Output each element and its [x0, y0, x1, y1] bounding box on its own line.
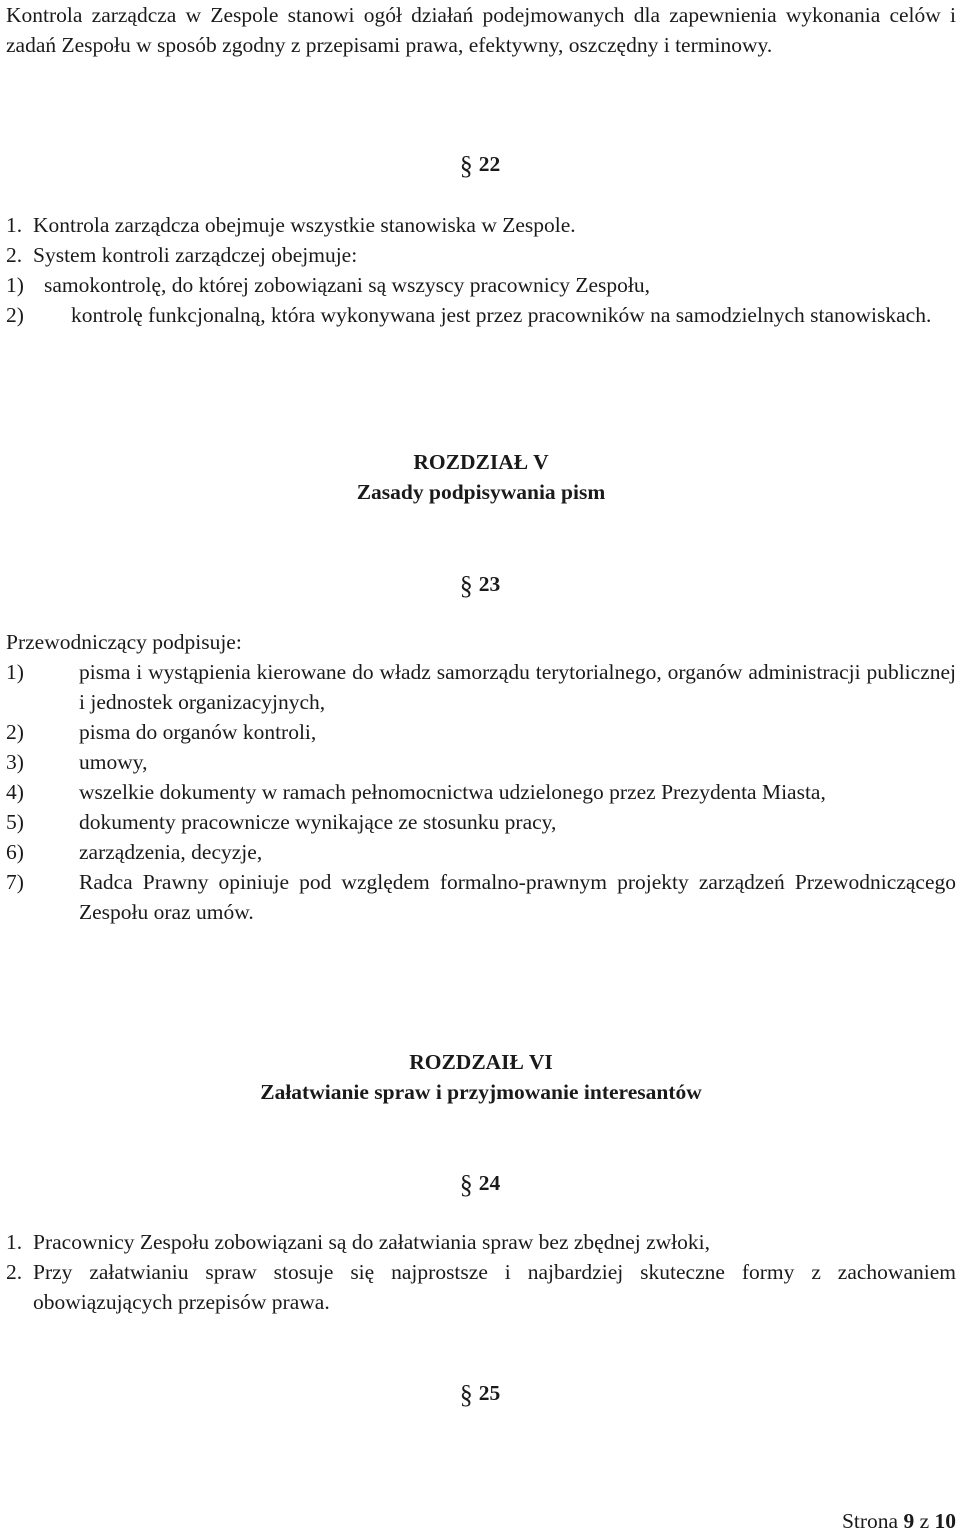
item-text: zarządzenia, decyzje, — [79, 840, 263, 864]
list-item — [6, 270, 956, 300]
list-item — [6, 657, 956, 717]
chapter-5-title: ROZDZIAŁ V — [413, 450, 549, 474]
chapter-6-subtitle: Załatwianie spraw i przyjmowanie interesantów — [260, 1080, 702, 1104]
list-item — [6, 300, 956, 330]
list-item — [6, 777, 956, 807]
section-22-body — [6, 210, 956, 330]
section-number: 24 — [478, 1171, 501, 1195]
section-number: 25 — [478, 1381, 501, 1405]
item-text: samokontrolę, do której zobowiązani są wszyscy pracownicy Zespołu, — [44, 273, 651, 297]
section-24-body — [6, 1227, 956, 1317]
chapter-5-subtitle: Zasady podpisywania pism — [356, 480, 606, 504]
list-item — [6, 1257, 956, 1317]
section-22-heading — [0, 148, 960, 179]
item-text: umowy, — [79, 750, 148, 774]
section-25-heading — [0, 1377, 960, 1408]
list-item — [6, 1227, 956, 1257]
section-symbol: § — [459, 151, 473, 180]
item-text: Radca Prawny opiniuje pod względem formalno-prawnym projekty zarządzeń Przewodniczącego Zespołu oraz umów. — [79, 870, 956, 924]
item-text: dokumenty pracownicze wynikające ze stosunku pracy, — [79, 810, 557, 834]
list-item — [6, 867, 956, 927]
item-number: 6) — [6, 840, 24, 864]
item-number: 1. — [6, 213, 23, 237]
section-symbol: § — [459, 571, 473, 600]
section-24-heading — [0, 1167, 960, 1198]
section-number: 22 — [478, 152, 501, 176]
item-text: pisma i wystąpienia kierowane do władz samorządu terytorialnego, organów administracji publicznej i jednostek organizacyjnych, — [79, 660, 956, 714]
list-item — [6, 747, 956, 777]
intro-paragraph: Kontrola zarządcza w Zespole stanowi ogół działań podejmowanych dla zapewnienia wykonania celów i zadań Zespołu w sposób zgodny z przepisami prawa, efektywny, oszczędny i terminowy. — [6, 3, 956, 57]
item-number: 3) — [6, 750, 24, 774]
footer-prefix: Strona — [841, 1509, 899, 1533]
list-item — [6, 717, 956, 747]
list-item — [6, 210, 956, 240]
footer-page-number: 9 — [903, 1509, 915, 1533]
item-number: 5) — [6, 810, 24, 834]
section-symbol: § — [459, 1170, 473, 1199]
item-number: 1) — [6, 660, 24, 684]
item-text: Kontrola zarządcza obejmuje wszystkie stanowiska w Zespole. — [33, 213, 576, 237]
item-number: 7) — [6, 870, 24, 894]
section-number: 23 — [478, 572, 501, 596]
footer-total-pages: 10 — [934, 1509, 956, 1533]
item-number: 2. — [6, 243, 23, 267]
item-text: Przy załatwianiu spraw stosuje się najprostsze i najbardziej skuteczne formy z zachowaniem obowiązujących przepisów prawa. — [33, 1260, 956, 1314]
section-23-heading — [0, 568, 960, 599]
item-text: pisma do organów kontroli, — [79, 720, 317, 744]
footer-middle: z — [919, 1509, 930, 1533]
section-23-lead: Przewodniczący podpisuje: — [6, 630, 242, 654]
item-text: System kontroli zarządczej obejmuje: — [33, 243, 358, 267]
item-text: wszelkie dokumenty w ramach pełnomocnictwa udzielonego przez Prezydenta Miasta, — [79, 780, 826, 804]
list-item — [6, 807, 956, 837]
item-number: 2) — [6, 303, 24, 327]
list-item — [6, 837, 956, 867]
item-number: 1) — [6, 273, 24, 297]
item-text: kontrolę funkcjonalną, która wykonywana jest przez pracowników na samodzielnych stanowiskach. — [71, 303, 932, 327]
item-number: 2. — [6, 1260, 23, 1284]
item-number: 2) — [6, 720, 24, 744]
chapter-6-title: ROZDZAIŁ VI — [409, 1050, 553, 1074]
item-number: 4) — [6, 780, 24, 804]
section-symbol: § — [459, 1380, 473, 1409]
section-23-body — [6, 627, 956, 927]
list-item — [6, 240, 956, 270]
item-number: 1. — [6, 1230, 23, 1254]
item-text: Pracownicy Zespołu zobowiązani są do załatwiania spraw bez zbędnej zwłoki, — [33, 1230, 710, 1254]
